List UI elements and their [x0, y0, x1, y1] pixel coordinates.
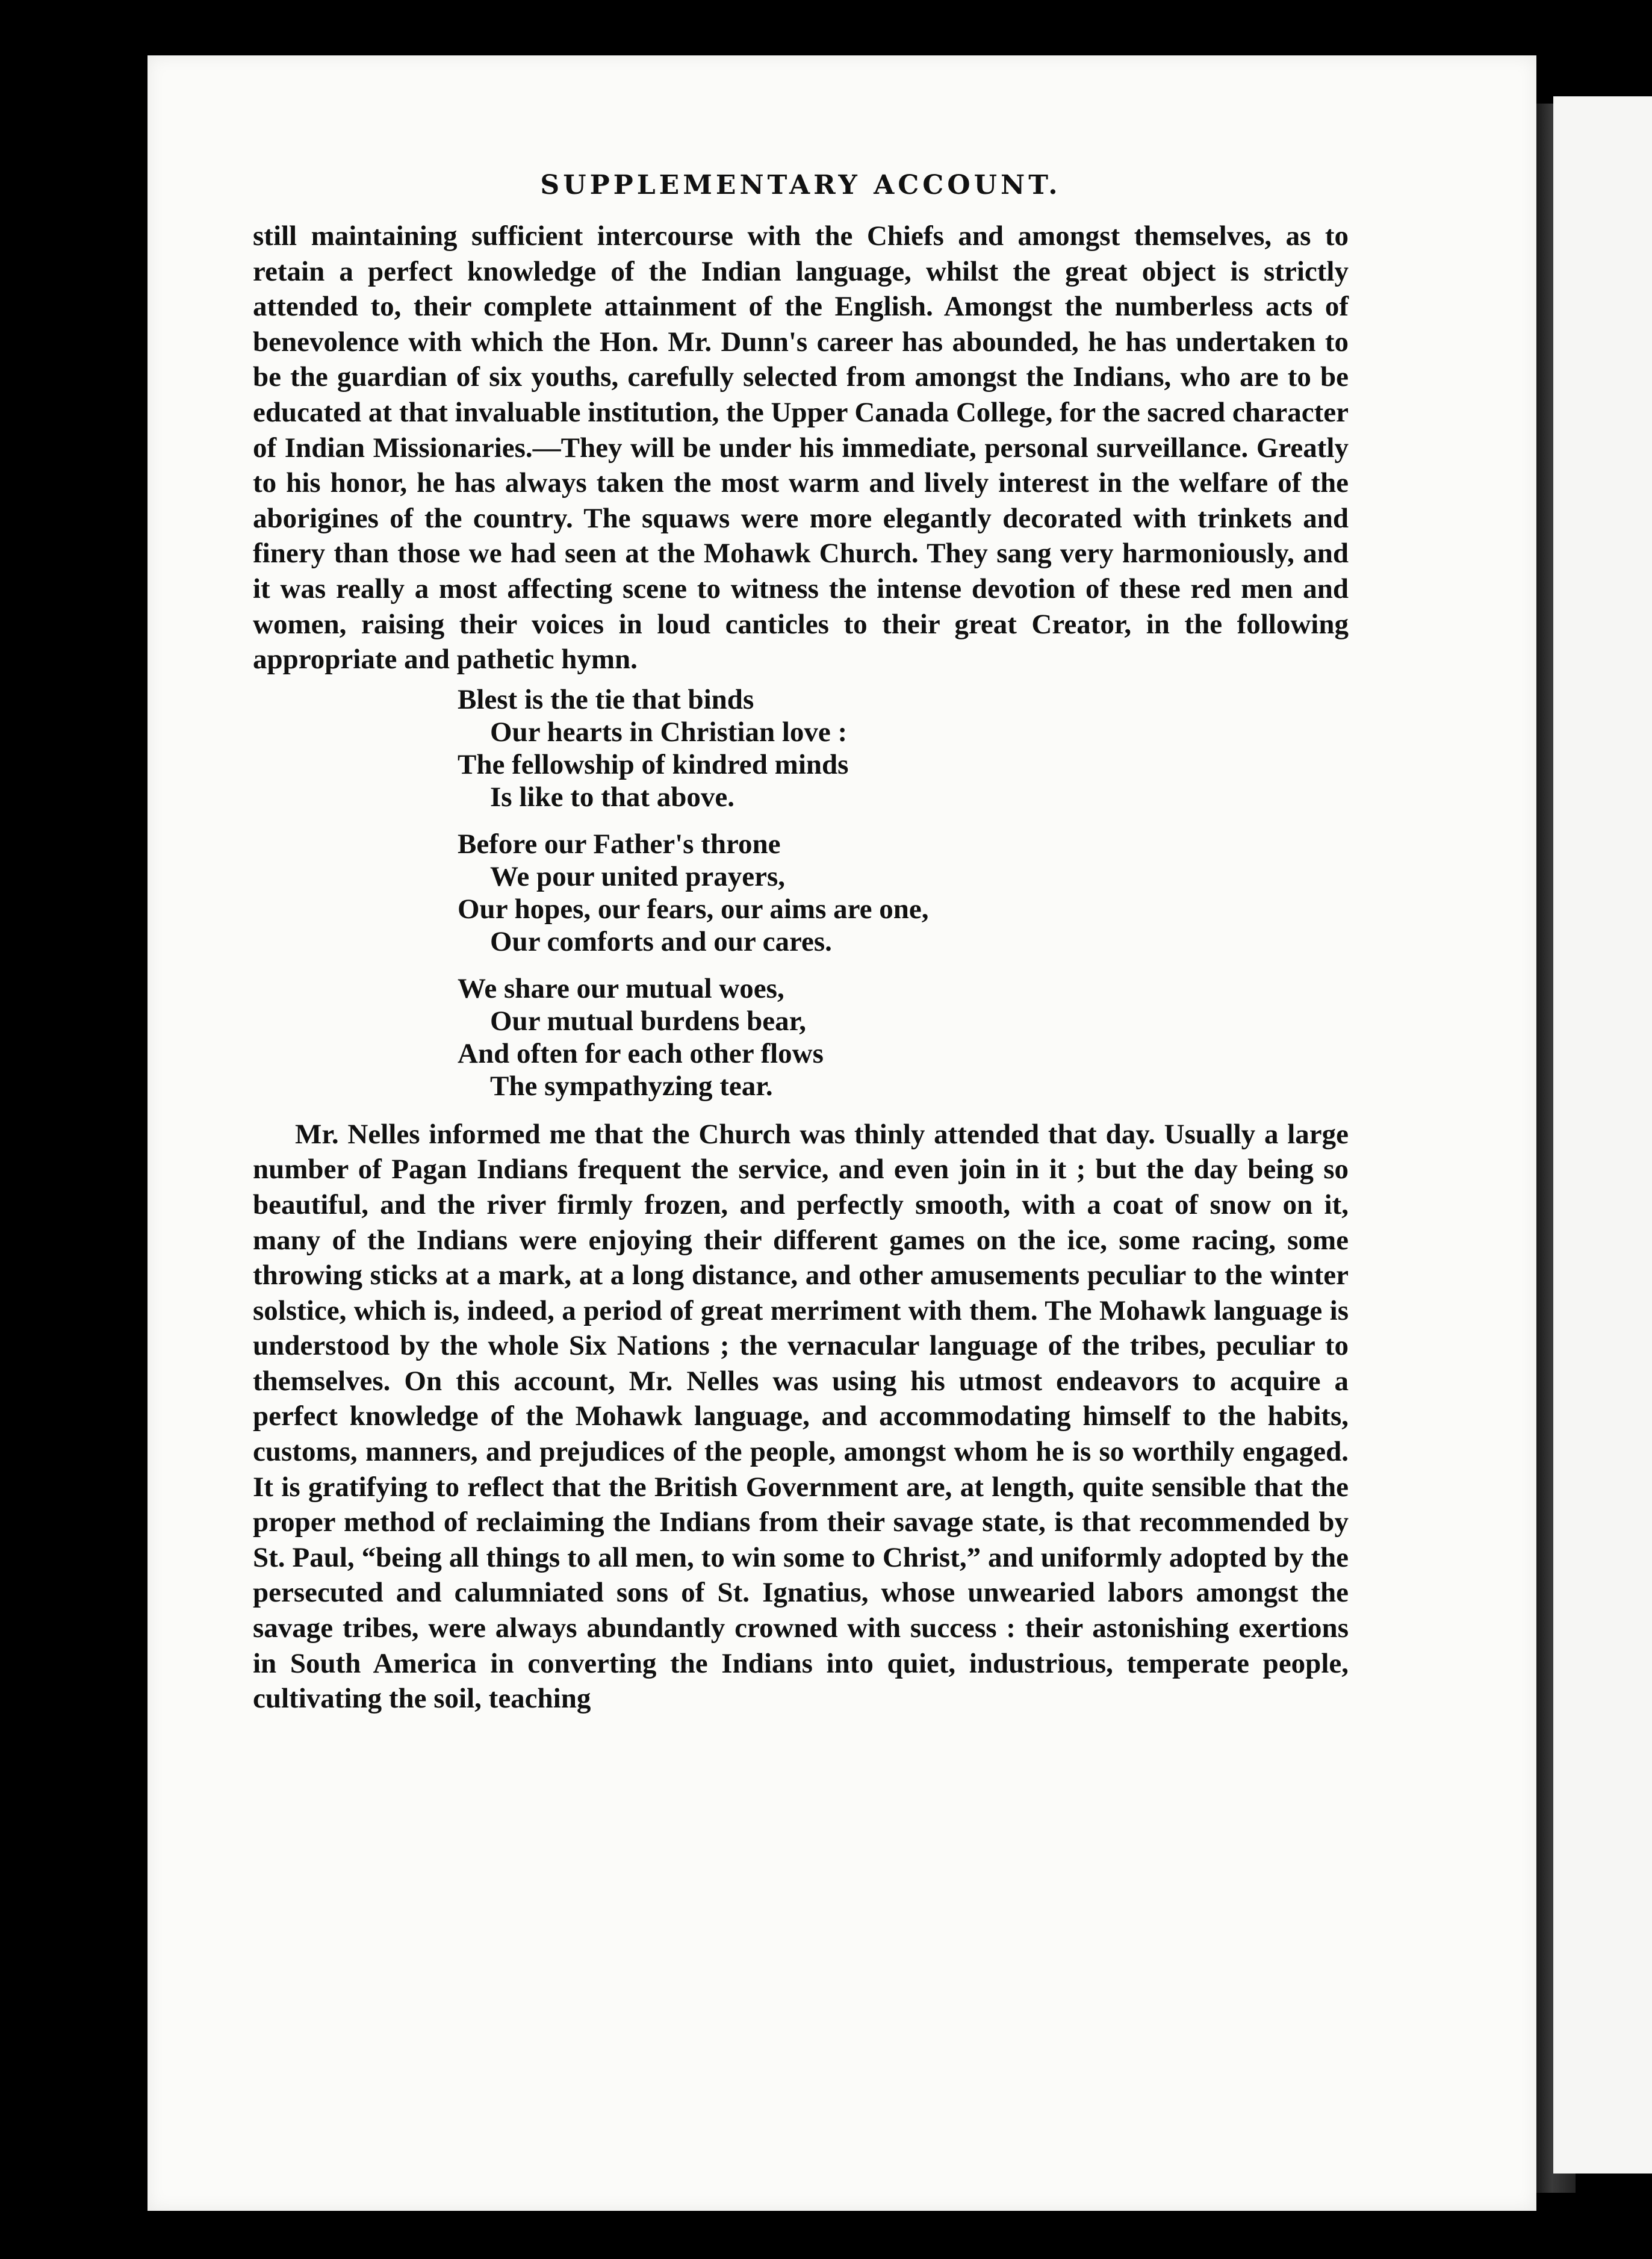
running-head: SUPPLEMENTARY ACCOUNT. [540, 170, 1061, 200]
hymn [253, 683, 1349, 1102]
hymn-line: The sympathyzing tear. [490, 1070, 773, 1102]
hymn-line: Our mutual burdens bear, [490, 1005, 806, 1037]
hymn-line: We pour united prayers, [490, 860, 786, 892]
hymn-stanza-3 [458, 972, 1349, 1102]
hymn-line: Before our Father's throne [458, 828, 781, 860]
hymn-stanza-1 [458, 683, 1349, 813]
hymn-line: The fellowship of kindred minds [458, 748, 849, 780]
hymn-line: Our hearts in Christian love : [490, 716, 848, 748]
hymn-line: Our hopes, our fears, our aims are one, [458, 893, 929, 925]
facing-page-edge [1553, 96, 1652, 2174]
page-text-block [253, 170, 1349, 1717]
hymn-stanza-2 [458, 828, 1349, 958]
hymn-line: We share our mutual woes, [458, 972, 784, 1004]
hymn-line: Is like to that above. [490, 781, 735, 813]
hymn-line: Our comforts and our cares. [490, 925, 832, 957]
hymn-line: And often for each other flows [458, 1037, 824, 1069]
paragraph-continued: still maintaining sufficient intercourse with the Chiefs and amongst themselves, as to retain a perfect knowledge of the Indian language, whilst the great object is strictly attended to, their complete attainment of the English. Amongst the numberless acts of benevolence with which the Hon. Mr. Dunn's career has abounded, he has undertaken to be the guardian of six youths, carefully selected from amongst the Indians, who are to be educated at that invaluable institution, the Upper Canada College, for the sacred character of Indian Missionaries.—They will be under his immediate, personal surveillance. Greatly to his honor, he has always taken the most warm and lively interest in the welfare of the aborigines of the country. The squaws were more elegantly decorated with trinkets and finery than those we had seen at the Mohawk Church. They sang very harmoniously, and it was really a most affecting scene to witness the intense devotion of these red men and women, raising their voices in loud canticles to their great Creator, in the following appropriate and pathetic hymn. [253, 220, 1349, 676]
paragraph-nelles: Mr. Nelles informed me that the Church was thinly attended that day. Usually a large number of Pagan Indians frequent the service, and even join in it ; but the day being so beautiful, and the river firmly frozen, and perfectly smooth, with a coat of snow on it, many of the Indians were enjoying their different games on the ice, some racing, some throwing sticks at a mark, at a long distance, and other amusements peculiar to the winter solstice, which is, indeed, a period of great merriment with them. The Mohawk language is understood by the whole Six Nations ; the vernacular language of the tribes, peculiar to themselves. On this account, Mr. Nelles was using his utmost endeavors to acquire a perfect knowledge of the Mohawk language, and accommodating himself to the habits, customs, manners, and prejudices of the people, amongst whom he is so worthily engaged. It is gratifying to reflect that the British Government are, at length, quite sensible that the proper method of reclaiming the Indians from their savage state, is that recommended by St. Paul, “being all things to all men, to win some to Christ,” and uniformly adopted by the persecuted and calumniated sons of St. Ignatius, whose unwearied labors amongst the savage tribes, were always abundantly crowned with success : their astonishing exertions in South America in converting the Indians into quiet, industrious, temperate people, cultivating the soil, teaching [253, 1118, 1349, 1715]
hymn-line: Blest is the tie that binds [458, 683, 754, 715]
